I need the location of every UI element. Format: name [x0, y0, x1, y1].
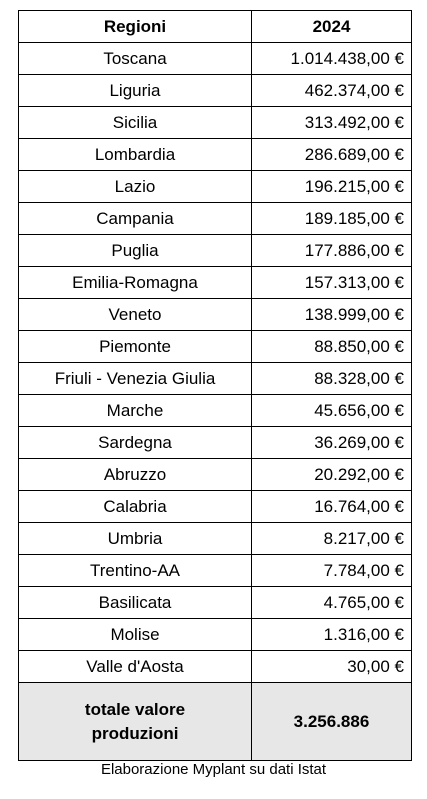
source-caption: Elaborazione Myplant su dati Istat: [100, 761, 327, 778]
table-row: [19, 139, 412, 171]
region-cell: Calabria: [19, 491, 252, 523]
value-cell: 177.886,00 €: [252, 235, 412, 267]
region-cell: Umbria: [19, 523, 252, 555]
table-row: [19, 43, 412, 75]
value-cell: 4.765,00 €: [252, 587, 412, 619]
table-row: [19, 491, 412, 523]
value-cell: 88.328,00 €: [252, 363, 412, 395]
value-cell: 157.313,00 €: [252, 267, 412, 299]
region-cell: Sardegna: [19, 427, 252, 459]
data-table: [18, 10, 412, 761]
value-cell: 138.999,00 €: [252, 299, 412, 331]
value-cell: 189.185,00 €: [252, 203, 412, 235]
table-row: [19, 75, 412, 107]
table-row: [19, 107, 412, 139]
region-cell: Molise: [19, 619, 252, 651]
value-cell: 88.850,00 €: [252, 331, 412, 363]
table-row: [19, 363, 412, 395]
region-cell: Sicilia: [19, 107, 252, 139]
table-row: [19, 459, 412, 491]
table-row: [19, 331, 412, 363]
table-row: [19, 299, 412, 331]
value-cell: 462.374,00 €: [252, 75, 412, 107]
region-cell: Abruzzo: [19, 459, 252, 491]
value-cell: 196.215,00 €: [252, 171, 412, 203]
value-cell: 8.217,00 €: [252, 523, 412, 555]
table-row: [19, 267, 412, 299]
region-cell: Piemonte: [19, 331, 252, 363]
region-cell: Basilicata: [19, 587, 252, 619]
table-row: [19, 523, 412, 555]
total-label: totale valore produzioni: [19, 683, 252, 761]
region-cell: Veneto: [19, 299, 252, 331]
header-year: 2024: [252, 11, 412, 43]
value-cell: 45.656,00 €: [252, 395, 412, 427]
region-cell: Campania: [19, 203, 252, 235]
value-cell: 7.784,00 €: [252, 555, 412, 587]
region-cell: Lazio: [19, 171, 252, 203]
region-cell: Toscana: [19, 43, 252, 75]
value-cell: 16.764,00 €: [252, 491, 412, 523]
region-cell: Puglia: [19, 235, 252, 267]
value-cell: 30,00 €: [252, 651, 412, 683]
table-row: [19, 651, 412, 683]
table-body: [19, 43, 412, 683]
table-row: [19, 203, 412, 235]
table-row: [19, 171, 412, 203]
region-cell: Emilia-Romagna: [19, 267, 252, 299]
table-row: [19, 587, 412, 619]
region-production-table: [18, 10, 411, 761]
value-cell: 286.689,00 €: [252, 139, 412, 171]
table-row: [19, 235, 412, 267]
table-row: [19, 555, 412, 587]
table-row: [19, 427, 412, 459]
table-row: [19, 619, 412, 651]
table-header-row: [19, 11, 412, 43]
value-cell: 20.292,00 €: [252, 459, 412, 491]
region-cell: Lombardia: [19, 139, 252, 171]
region-cell: Liguria: [19, 75, 252, 107]
region-cell: Trentino-AA: [19, 555, 252, 587]
table-row: [19, 395, 412, 427]
region-cell: Marche: [19, 395, 252, 427]
value-cell: 313.492,00 €: [252, 107, 412, 139]
region-cell: Valle d'Aosta: [19, 651, 252, 683]
total-row: [19, 683, 412, 761]
total-value: 3.256.886: [252, 683, 412, 761]
value-cell: 36.269,00 €: [252, 427, 412, 459]
header-regioni: Regioni: [19, 11, 252, 43]
value-cell: 1.316,00 €: [252, 619, 412, 651]
region-cell: Friuli - Venezia Giulia: [19, 363, 252, 395]
value-cell: 1.014.438,00 €: [252, 43, 412, 75]
